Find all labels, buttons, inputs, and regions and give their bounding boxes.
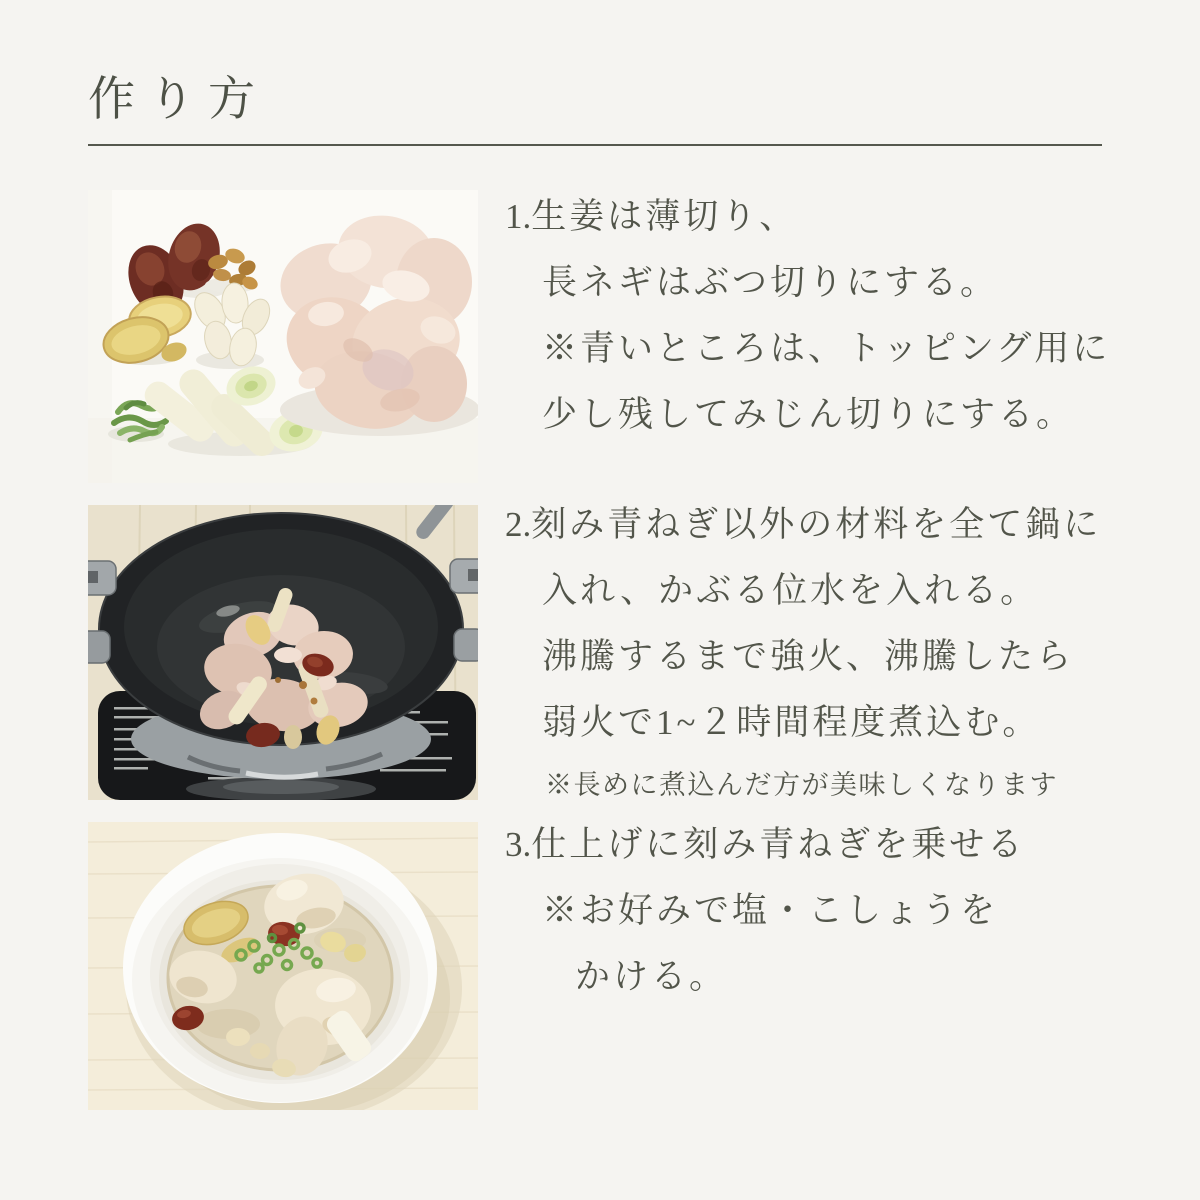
step-3-text-1: 仕上げに刻み青ねぎを乗せる [531, 825, 1026, 864]
step-2-line-3: 沸騰するまで強火、沸騰したら [542, 637, 1075, 676]
finished-bowl-illustration [88, 822, 478, 1110]
title-divider [88, 144, 1102, 146]
page-title: 作り方 [88, 74, 268, 126]
step1-ingredients-photo [88, 190, 478, 483]
ingredients-illustration [88, 190, 478, 483]
step-1-line-3: ※青いところは、トッピング用に [542, 329, 1111, 368]
step-2-line-4: 弱火で1~２時間程度煮込む。 [542, 703, 1041, 742]
step-1-number: 1. [505, 197, 532, 236]
step-1-line-1 [505, 184, 1155, 250]
step-2-line-2: 入れ、かぶる位水を入れる。 [542, 571, 1039, 610]
step-2-text-1: 刻み青ねぎ以外の材料を全て鍋に [531, 505, 1102, 544]
step-3 [505, 812, 1155, 1010]
step-3-line-3: かける。 [575, 957, 728, 996]
step2-pot-photo [88, 505, 478, 800]
step3-finished-dish-photo [88, 822, 478, 1110]
step-2 [505, 492, 1155, 814]
step-3-line-2: ※お好みで塩・こしょうを [542, 891, 999, 930]
step-3-number: 3. [505, 825, 532, 864]
step-2-number: 2. [505, 505, 532, 544]
step-3-line-1 [505, 812, 1155, 878]
step-1 [505, 184, 1155, 448]
step-2-line-1 [505, 492, 1155, 558]
step-1-line-2: 長ネギはぶつ切りにする。 [542, 263, 999, 302]
step-1-text-1: 生姜は薄切り、 [531, 197, 798, 236]
pot-illustration [88, 505, 478, 800]
step-2-note: ※長めに煮込んだ方が美味しくなります [545, 770, 1058, 800]
step-1-line-4: 少し残してみじん切りにする。 [542, 395, 1075, 434]
